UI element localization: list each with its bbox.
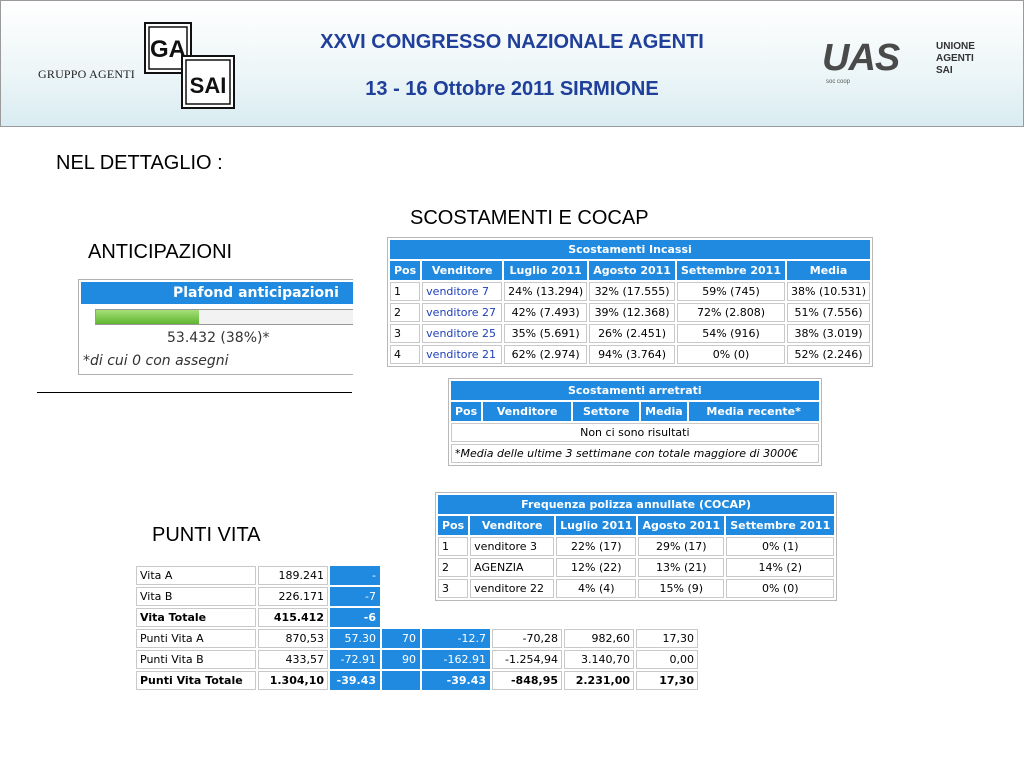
cell-value: 32% (17.555) xyxy=(589,282,675,301)
cell-value: 0,00 xyxy=(636,650,698,669)
cell-pos: 3 xyxy=(438,579,468,598)
column-header: Settembre 2011 xyxy=(677,261,785,280)
cell-target xyxy=(382,671,420,690)
cell-value: 0% (0) xyxy=(677,345,785,364)
gruppo-agenti-label: GRUPPO AGENTI xyxy=(38,67,135,81)
cell-delta: -72.91 xyxy=(330,650,380,669)
cell-pos: 4 xyxy=(390,345,420,364)
table-row xyxy=(136,650,698,669)
cell-value: 2.231,00 xyxy=(564,671,634,690)
cell-value: 62% (2.974) xyxy=(504,345,587,364)
cell-value: 35% (5.691) xyxy=(504,324,587,343)
cell-pos: 1 xyxy=(390,282,420,301)
cell-value: 0% (0) xyxy=(726,579,834,598)
cell-value: 39% (12.368) xyxy=(589,303,675,322)
cell-value: 51% (7.556) xyxy=(787,303,870,322)
column-header: Luglio 2011 xyxy=(504,261,587,280)
cell-value xyxy=(564,608,634,627)
arretrati-note: *Media delle ultime 3 settimane con totale maggiore di 3000€ xyxy=(451,444,819,463)
cell-delta: -39.43 xyxy=(330,671,380,690)
cell-value: 14% (2) xyxy=(726,558,834,577)
cell-venditore[interactable]: venditore 21 xyxy=(422,345,502,364)
cell-venditore[interactable]: venditore 7 xyxy=(422,282,502,301)
cell-value: 54% (916) xyxy=(677,324,785,343)
section-nel-dettaglio: NEL DETTAGLIO : xyxy=(56,152,223,174)
cell-value: 17,30 xyxy=(636,671,698,690)
table-row xyxy=(390,324,870,343)
cell-value: 4% (4) xyxy=(556,579,636,598)
cell-venditore: venditore 3 xyxy=(470,537,554,556)
column-header: Agosto 2011 xyxy=(638,516,724,535)
cell-value: 17,30 xyxy=(636,629,698,648)
cell-label: Vita A xyxy=(136,566,256,585)
plafond-value: 53.432 (38%)* xyxy=(167,330,270,346)
cell-value: 94% (3.764) xyxy=(589,345,675,364)
cell-value: -1.254,94 xyxy=(492,650,562,669)
section-anticipazioni: ANTICIPAZIONI xyxy=(88,241,233,263)
empty-results: Non ci sono risultati xyxy=(451,423,819,442)
column-header: Settembre 2011 xyxy=(726,516,834,535)
cell-gap: -39.43 xyxy=(422,671,490,690)
column-header: Settore xyxy=(573,402,639,421)
column-header: Media recente* xyxy=(689,402,819,421)
table-row xyxy=(438,537,834,556)
cell-delta: 57.30 xyxy=(330,629,380,648)
plafond-note: *di cui 0 con assegni xyxy=(83,353,229,369)
table-row xyxy=(390,345,870,364)
table-row xyxy=(390,303,870,322)
scostamenti-arretrati-table xyxy=(449,379,821,465)
cell-target xyxy=(382,587,420,606)
cell-value xyxy=(492,608,562,627)
cell-label: Vita B xyxy=(136,587,256,606)
scostamenti-incassi-table xyxy=(388,238,872,366)
cell-value: 15% (9) xyxy=(638,579,724,598)
cell-value: 13% (21) xyxy=(638,558,724,577)
cell-pos: 3 xyxy=(390,324,420,343)
column-header: Agosto 2011 xyxy=(589,261,675,280)
cell-value: 42% (7.493) xyxy=(504,303,587,322)
cell-pos: 2 xyxy=(390,303,420,322)
section-punti-vita: PUNTI VITA xyxy=(152,524,261,546)
cell-value: 0% (1) xyxy=(726,537,834,556)
cell-value: 3.140,70 xyxy=(564,650,634,669)
ga-sai-logo-top: GA xyxy=(150,36,186,63)
divider-line xyxy=(37,392,352,393)
cell-value: -848,95 xyxy=(492,671,562,690)
cell-total: 870,53 xyxy=(258,629,328,648)
table-row xyxy=(136,629,698,648)
cell-value: -70,28 xyxy=(492,629,562,648)
cell-value: 72% (2.808) xyxy=(677,303,785,322)
cell-venditore[interactable]: venditore 25 xyxy=(422,324,502,343)
plafond-progress-fill xyxy=(96,310,199,324)
column-header: Media xyxy=(787,261,870,280)
cell-label: Punti Vita B xyxy=(136,650,256,669)
cell-target xyxy=(382,566,420,585)
plafond-anticipazioni-panel xyxy=(78,279,353,375)
table-row xyxy=(451,444,819,463)
cell-value xyxy=(636,608,698,627)
scostamenti-incassi-panel xyxy=(387,237,873,367)
cell-value: 38% (3.019) xyxy=(787,324,870,343)
uas-logo-sub: soc coop xyxy=(826,79,851,85)
cell-label: Vita Totale xyxy=(136,608,256,627)
ga-sai-logo-bottom: SAI xyxy=(189,73,227,98)
column-header: Venditore xyxy=(422,261,502,280)
cell-label: Punti Vita A xyxy=(136,629,256,648)
uas-logo-line1: UNIONE xyxy=(936,41,975,52)
column-header: Pos xyxy=(451,402,481,421)
plafond-progress-bar xyxy=(95,309,353,325)
cell-gap: -162.91 xyxy=(422,650,490,669)
table-row xyxy=(438,579,834,598)
table-caption: Scostamenti arretrati xyxy=(451,381,819,400)
column-header: Pos xyxy=(438,516,468,535)
table-row xyxy=(136,671,698,690)
cell-total: 415.412 xyxy=(258,608,328,627)
cell-delta: -7 xyxy=(330,587,380,606)
cocap-table xyxy=(436,493,836,600)
cell-venditore: venditore 22 xyxy=(470,579,554,598)
congress-dates: 13 - 16 Ottobre 2011 SIRMIONE xyxy=(365,78,659,100)
table-row xyxy=(390,282,870,301)
cell-value: 29% (17) xyxy=(638,537,724,556)
congress-title: XXVI CONGRESSO NAZIONALE AGENTI xyxy=(320,31,704,53)
scostamenti-arretrati-panel xyxy=(448,378,822,466)
cell-total: 226.171 xyxy=(258,587,328,606)
uas-logo-mark: UAS xyxy=(822,38,900,79)
cell-pos: 2 xyxy=(438,558,468,577)
cell-delta: -6 xyxy=(330,608,380,627)
cell-venditore: AGENZIA xyxy=(470,558,554,577)
cell-value: 12% (22) xyxy=(556,558,636,577)
table-row xyxy=(451,423,819,442)
cell-target: 70 xyxy=(382,629,420,648)
table-row xyxy=(136,608,698,627)
column-header: Venditore xyxy=(483,402,571,421)
column-header: Luglio 2011 xyxy=(556,516,636,535)
table-caption: Frequenza polizza annullate (COCAP) xyxy=(438,495,834,514)
table-row xyxy=(438,558,834,577)
cell-value: 22% (17) xyxy=(556,537,636,556)
table-caption: Scostamenti Incassi xyxy=(390,240,870,259)
cell-target xyxy=(382,608,420,627)
uas-logo-line3: SAI xyxy=(936,65,953,76)
cell-total: 433,57 xyxy=(258,650,328,669)
cell-pos: 1 xyxy=(438,537,468,556)
cell-value: 26% (2.451) xyxy=(589,324,675,343)
cell-value: 982,60 xyxy=(564,629,634,648)
cell-gap xyxy=(422,608,490,627)
column-header: Media xyxy=(641,402,686,421)
cell-label: Punti Vita Totale xyxy=(136,671,256,690)
cell-target: 90 xyxy=(382,650,420,669)
cell-total: 189.241 xyxy=(258,566,328,585)
cocap-panel xyxy=(435,492,837,601)
cell-venditore[interactable]: venditore 27 xyxy=(422,303,502,322)
cell-delta: - xyxy=(330,566,380,585)
cell-value: 38% (10.531) xyxy=(787,282,870,301)
cell-value: 52% (2.246) xyxy=(787,345,870,364)
cell-gap: -12.7 xyxy=(422,629,490,648)
cell-total: 1.304,10 xyxy=(258,671,328,690)
plafond-title: Plafond anticipazioni xyxy=(81,282,353,304)
uas-logo-line2: AGENTI xyxy=(936,53,974,64)
uas-logo xyxy=(822,38,992,86)
cell-value: 59% (745) xyxy=(677,282,785,301)
column-header: Venditore xyxy=(470,516,554,535)
section-scostamenti-cocap: SCOSTAMENTI E COCAP xyxy=(410,207,649,229)
column-header: Pos xyxy=(390,261,420,280)
cell-value: 24% (13.294) xyxy=(504,282,587,301)
